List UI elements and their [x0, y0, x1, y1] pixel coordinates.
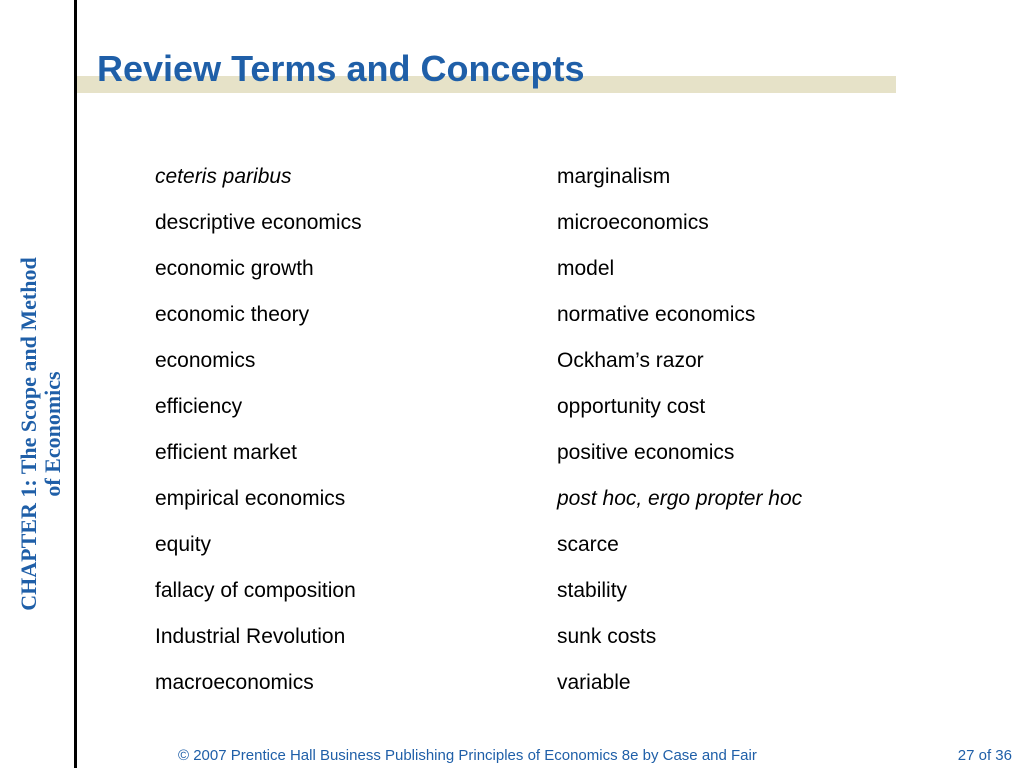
- sidebar-divider-line: [74, 0, 77, 768]
- chapter-label: [17, 199, 65, 669]
- term-item: economics: [155, 349, 256, 372]
- term-item: sunk costs: [557, 625, 657, 648]
- footer-page-number: 27 of 36: [957, 747, 1012, 764]
- term-item: ceteris paribus: [155, 165, 292, 188]
- term-item: efficiency: [155, 395, 243, 418]
- term-item: microeconomics: [557, 211, 709, 234]
- term-item: economic growth: [155, 257, 314, 280]
- term-item: fallacy of composition: [155, 579, 356, 602]
- terms-list-right: [557, 161, 802, 713]
- term-item: stability: [557, 579, 628, 602]
- footer-copyright: © 2007 Prentice Hall Business Publishing Principles of Economics 8e by Case and Fair: [178, 747, 757, 764]
- term-item: positive economics: [557, 441, 735, 464]
- term-item: equity: [155, 533, 212, 556]
- term-item: Ockham’s razor: [557, 349, 704, 372]
- term-item: scarce: [557, 533, 619, 556]
- term-item: model: [557, 257, 615, 280]
- term-item: post hoc, ergo propter hoc: [557, 487, 803, 510]
- term-item: normative economics: [557, 303, 756, 326]
- term-item: efficient market: [155, 441, 298, 464]
- term-item: economic theory: [155, 303, 310, 326]
- term-item: empirical economics: [155, 487, 346, 510]
- chapter-label-line2: of Economics: [40, 371, 65, 497]
- term-item: Industrial Revolution: [155, 625, 346, 648]
- term-item: variable: [557, 671, 631, 694]
- term-item: opportunity cost: [557, 395, 706, 418]
- slide-title: Review Terms and Concepts: [97, 48, 585, 89]
- term-item: descriptive economics: [155, 211, 362, 234]
- term-item: macroeconomics: [155, 671, 314, 694]
- terms-list-left: [155, 161, 362, 713]
- chapter-label-line1: CHAPTER 1: The Scope and Method: [16, 257, 41, 611]
- term-item: marginalism: [557, 165, 671, 188]
